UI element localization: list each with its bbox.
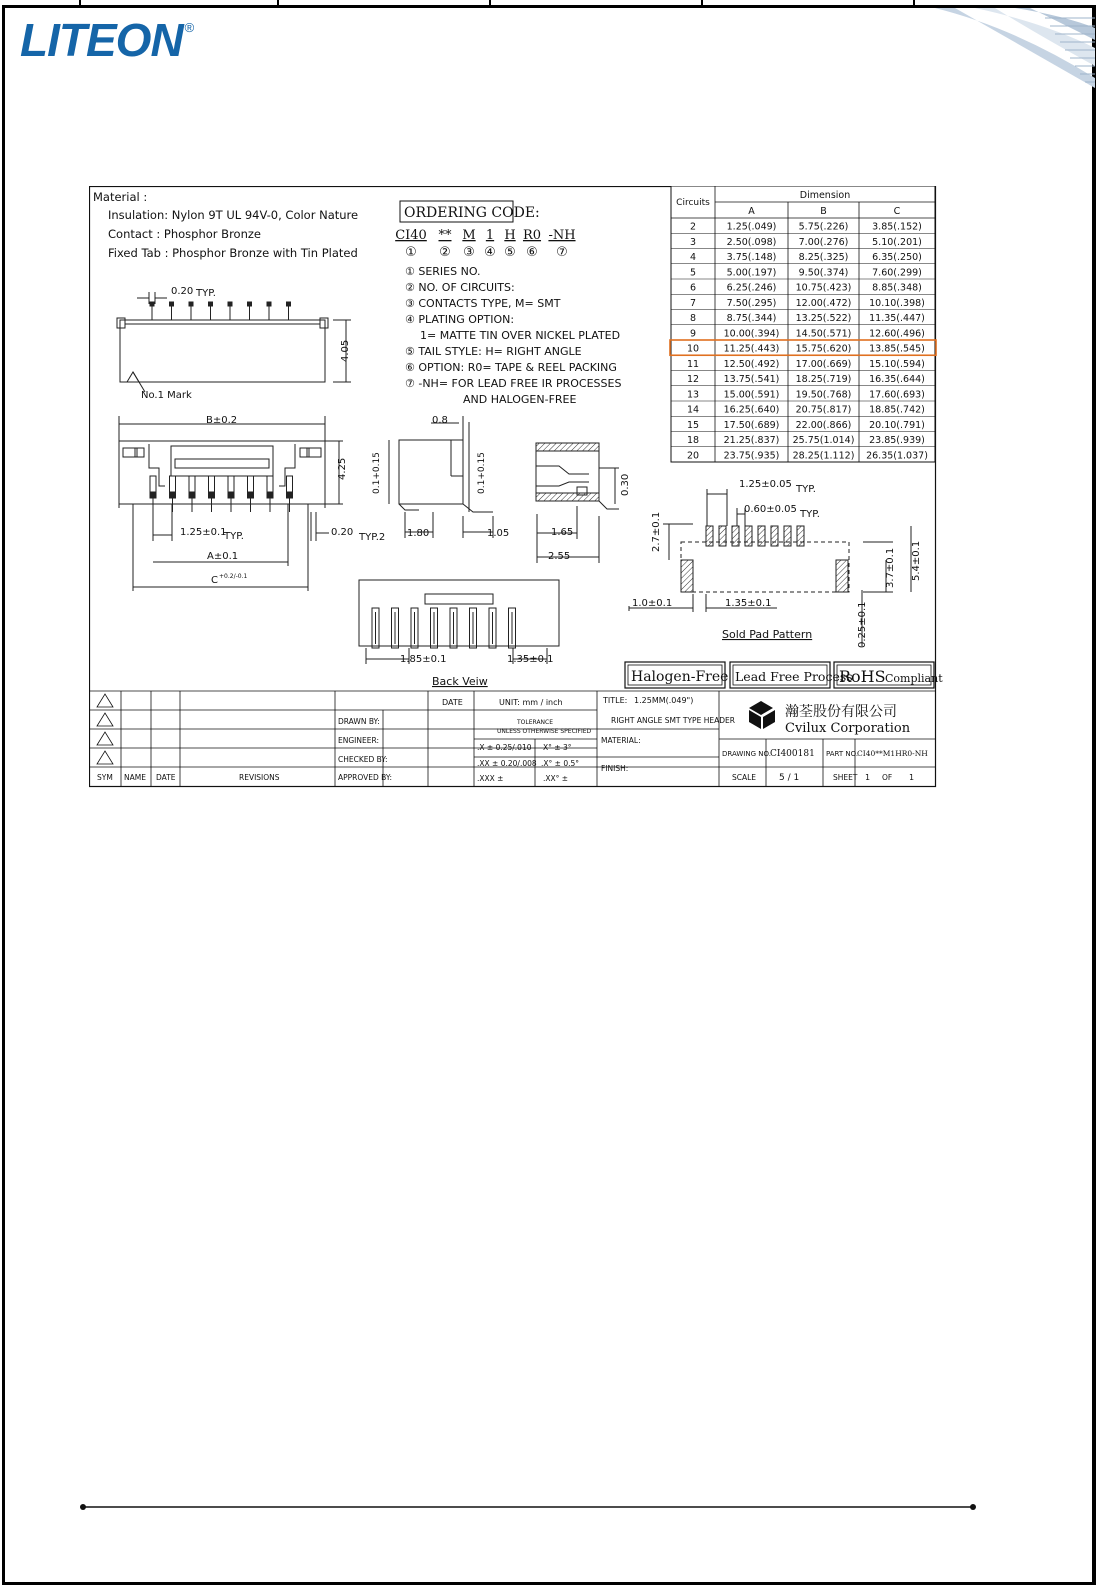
dim-b: B±0.2	[206, 415, 238, 426]
table-cell: 5.10(.201)	[872, 236, 922, 248]
logo-text: LITEON	[20, 14, 183, 66]
table-cell: 8.25(.325)	[798, 252, 849, 263]
badge-rohs: RoHS	[839, 667, 886, 686]
table-cell: 19.50(.768)	[795, 389, 852, 401]
ordering-code-4: 1	[485, 228, 495, 243]
ordering-code-1: CI40	[395, 228, 427, 243]
tb-unless: UNLESS OTHERWISE SPECIFIED	[497, 728, 592, 735]
table-cell: 15	[686, 419, 700, 431]
table-cell: 10.75(.423)	[795, 282, 852, 294]
ordering-code-7: -NH	[548, 228, 576, 243]
tb-of-label: OF	[882, 773, 893, 782]
material-heading: Material :	[93, 190, 148, 204]
tb-tol3a: .XXX ±	[477, 774, 504, 783]
dim-020: 0.20	[331, 527, 354, 538]
table-cell: 13.85(.545)	[869, 343, 925, 355]
ordering-note-9: AND HALOGEN-FREE	[463, 393, 577, 406]
height-425: 4.25	[337, 457, 348, 480]
pitch-125: 1.25±0.1	[180, 527, 227, 538]
tb-tolerance: TOLERANCE	[517, 719, 554, 726]
dim-105: 1.05	[487, 528, 510, 539]
tb-drawing-no: CI400181	[770, 749, 815, 759]
tb-of: 1	[909, 773, 915, 782]
table-cell: 17.00(.669)	[795, 358, 852, 370]
ordering-note-8: ⑦ -NH= FOR LEAD FREE IR PROCESSES	[405, 377, 622, 390]
ordering-note-2: ② NO. OF CIRCUITS:	[405, 281, 515, 294]
dimension-table	[670, 186, 936, 462]
table-cell: 12	[686, 374, 700, 385]
tb-tol1a: .X ± 0.25/.010	[477, 743, 532, 752]
table-cell: 1.25(.049)	[726, 221, 777, 233]
pitch-top: 0.20	[171, 286, 194, 297]
table-cell: 18.85(.742)	[869, 404, 925, 416]
table-cell: 6.35(.250)	[872, 252, 922, 263]
table-cell: 7.50(.295)	[726, 297, 777, 309]
tb-unit: UNIT: mm / inch	[499, 698, 563, 707]
tb-sym: SYM	[97, 773, 113, 782]
ordering-code-6: R0	[522, 228, 542, 243]
logo-registered-mark: ®	[184, 20, 195, 35]
bv-135: 1.35±0.1	[507, 654, 554, 665]
table-cell: 5	[689, 267, 697, 279]
table-cell: 2	[689, 221, 697, 233]
table-cell: 12.60(.496)	[869, 328, 925, 340]
material-line-1: Insulation: Nylon 9T UL 94V-0, Color Nature	[108, 208, 359, 222]
tb-company-en: Cvilux Corporation	[785, 721, 911, 736]
table-cell: 13.25(.522)	[795, 313, 852, 324]
table-cell: 3	[689, 236, 697, 248]
table-cell: 14.50(.571)	[795, 328, 852, 340]
table-cell: 3.75(.148)	[726, 252, 777, 263]
ordering-circle-1: ①	[405, 245, 417, 260]
tb-tol2b: .X° ± 0.5°	[541, 759, 580, 768]
pad-typ2: TYP.	[800, 509, 820, 520]
table-row	[687, 344, 925, 355]
ordering-circle-6: ⑥	[526, 245, 538, 260]
table-cell: 22.00(.866)	[795, 419, 852, 431]
table-cell: 7.00(.276)	[798, 236, 849, 248]
ordering-code-2: **	[438, 228, 452, 243]
header-swoosh	[925, 8, 1095, 88]
material-line-3: Fixed Tab : Phosphor Bronze with Tin Plated	[108, 246, 358, 260]
table-row	[687, 435, 925, 446]
tb-drawn: DRAWN BY:	[338, 717, 380, 726]
tb-scale-label: SCALE	[732, 773, 757, 782]
table-row	[687, 374, 925, 385]
table-cell: 21.25(.837)	[723, 435, 780, 446]
pad-37: 3.7±0.1	[885, 547, 896, 588]
table-cell: 15.10(.594)	[869, 358, 925, 370]
pad-125: 1.25±0.05	[739, 479, 792, 490]
table-cell: 20	[686, 450, 700, 462]
table-row	[687, 420, 925, 431]
table-cell: 4	[689, 252, 697, 263]
material-line-2: Contact : Phosphor Bronze	[108, 227, 261, 241]
engineering-drawing	[89, 186, 949, 798]
top-ticks	[0, 0, 1102, 5]
table-cell: 17.50(.689)	[723, 419, 780, 431]
tb-revisions: REVISIONS	[239, 773, 280, 782]
ordering-note-5: 1= MATTE TIN OVER NICKEL PLATED	[420, 329, 621, 342]
table-cell: 13	[686, 389, 700, 401]
dim-180: 1.80	[407, 528, 430, 539]
tb-sheet-label: SHEET	[833, 773, 858, 782]
tb-name: NAME	[124, 773, 146, 782]
ordering-code-5: H	[504, 228, 516, 243]
table-row	[687, 359, 925, 370]
table-cell: 25.75(1.014)	[792, 435, 855, 446]
tb-date: DATE	[442, 698, 463, 707]
table-cell: 9	[689, 328, 697, 340]
dim-165: 1.65	[551, 527, 574, 538]
badge-halogen: Halogen-Free	[631, 669, 729, 685]
pad-025: 0.25±0.1	[857, 601, 868, 648]
table-row	[687, 450, 928, 461]
ordering-circle-2: ②	[439, 245, 451, 260]
tb-tol3b: .XX° ±	[543, 774, 569, 783]
table-cell: 16.35(.644)	[869, 374, 925, 385]
dim-030: 0.30	[620, 473, 631, 496]
pad-title: Sold Pad Pattern	[722, 628, 813, 641]
height-405: 4.05	[340, 339, 351, 362]
table-cell: 26.35(1.037)	[866, 450, 928, 462]
table-col-C: C	[893, 206, 901, 217]
tb-company-cn: 瀚荃股份有限公司	[785, 704, 897, 720]
table-cell: 15.00(.591)	[723, 389, 780, 401]
no1-mark: No.1 Mark	[141, 390, 192, 401]
liteon-logo	[20, 14, 195, 66]
tb-sheet: 1	[865, 773, 871, 782]
tb-drawing-no-label: DRAWING NO.	[722, 750, 771, 758]
table-cell: 10.00(.394)	[723, 328, 780, 340]
tb-part-no: CI40**M1HR0-NH	[857, 749, 928, 758]
table-row	[690, 328, 925, 339]
ordering-title: ORDERING CODE:	[404, 205, 540, 221]
dim-01b: 0.1+0.15	[477, 452, 487, 494]
pad-060: 0.60±0.05	[744, 504, 797, 515]
tb-engineer: ENGINEER:	[338, 736, 379, 745]
table-col-B: B	[820, 206, 827, 217]
tb-scale: 5 / 1	[779, 773, 800, 783]
table-cell: 18	[686, 435, 700, 446]
tb-checked: CHECKED BY:	[338, 755, 388, 764]
footer-rule	[80, 1501, 988, 1513]
tb-tol2a: .XX ± 0.20/.008	[477, 759, 537, 768]
tb-title-label: TITLE:	[603, 696, 628, 705]
ordering-code-3: M	[462, 228, 476, 243]
table-cell: 10	[686, 343, 700, 355]
table-cell: 11	[686, 358, 700, 370]
table-cell: 2.50(.098)	[726, 236, 777, 248]
typ-top: TYP.	[196, 288, 216, 299]
tb-tol1b: X° ± 3°	[543, 743, 572, 752]
badge-compliant: Compliant	[885, 672, 943, 685]
table-cell: 23.75(.935)	[723, 450, 780, 462]
table-cell: 8.75(.344)	[726, 313, 777, 324]
table-cell: 5.75(.226)	[798, 221, 849, 233]
table-cell: 20.75(.817)	[795, 404, 852, 416]
table-cell: 6.25(.246)	[726, 282, 777, 294]
table-header-dimension: Dimension	[799, 190, 851, 201]
table-cell: 18.25(.719)	[795, 374, 852, 385]
table-cell: 9.50(.374)	[798, 267, 849, 279]
table-cell: 17.60(.693)	[869, 389, 925, 401]
table-cell: 16.25(.640)	[723, 404, 780, 416]
tb-rdate: DATE	[156, 773, 176, 782]
typ-front: TYP.	[224, 531, 244, 542]
bv-185: 1.85±0.1	[400, 654, 447, 665]
table-col-A: A	[748, 206, 755, 217]
table-cell: 14	[686, 404, 700, 416]
table-cell: 28.25(1.112)	[792, 450, 855, 462]
pad-10: 1.0±0.1	[632, 598, 673, 609]
table-header-circuits: Circuits	[676, 198, 710, 208]
ordering-note-3: ③ CONTACTS TYPE, M= SMT	[405, 297, 561, 310]
dim-08: 0.8	[432, 415, 448, 426]
dim-c-tol: +0.2/-0.1	[219, 573, 248, 580]
dim-01a: 0.1+0.15	[372, 452, 382, 494]
back-view-label: Back Veiw	[432, 675, 488, 688]
table-cell: 11.35(.447)	[869, 313, 925, 324]
table-cell: 6	[689, 282, 697, 294]
tb-finish: FINISH:	[601, 764, 629, 773]
table-cell: 8	[689, 313, 697, 324]
tb-title-value: 1.25MM(.049")	[634, 696, 694, 705]
dim-255: 2.55	[548, 551, 571, 562]
pad-54: 5.4±0.1	[911, 540, 922, 581]
tb-material: MATERIAL:	[601, 736, 641, 745]
tb-title-desc: RIGHT ANGLE SMT TYPE HEADER	[611, 716, 735, 725]
ordering-circle-3: ③	[463, 245, 475, 260]
tb-approved: APPROVED BY:	[338, 773, 393, 782]
ordering-circle-4: ④	[484, 245, 496, 260]
table-cell: 20.10(.791)	[869, 419, 925, 431]
ordering-circle-5: ⑤	[504, 245, 516, 260]
pad-typ1: TYP.	[796, 484, 816, 495]
table-cell: 8.85(.348)	[872, 282, 922, 294]
table-cell: 12.50(.492)	[723, 358, 780, 370]
ordering-note-6: ⑤ TAIL STYLE: H= RIGHT ANGLE	[405, 345, 582, 358]
typ2: TYP.2	[359, 532, 386, 543]
table-cell: 5.00(.197)	[726, 267, 777, 279]
table-cell: 23.85(.939)	[869, 435, 925, 446]
table-cell: 3.85(.152)	[872, 221, 922, 233]
dim-a: A±0.1	[207, 551, 239, 562]
pad-135: 1.35±0.1	[725, 598, 772, 609]
ordering-note-1: ① SERIES NO.	[405, 265, 481, 278]
table-cell: 10.10(.398)	[869, 297, 925, 309]
table-cell: 12.00(.472)	[795, 297, 852, 309]
table-cell: 11.25(.443)	[723, 343, 780, 355]
table-row	[687, 389, 925, 400]
pad-27: 2.7±0.1	[651, 511, 662, 552]
dim-c: C	[211, 575, 218, 586]
ordering-note-7: ⑥ OPTION: R0= TAPE & REEL PACKING	[405, 361, 617, 374]
table-cell: 7.60(.299)	[872, 267, 922, 279]
table-cell: 15.75(.620)	[795, 343, 852, 355]
table-row	[687, 405, 925, 416]
ordering-note-4: ④ PLATING OPTION:	[405, 313, 515, 326]
table-cell: 7	[689, 297, 697, 309]
badge-leadfree: Lead Free Process	[735, 669, 853, 684]
tb-part-no-label: PART NO.	[826, 750, 859, 758]
ordering-circle-7: ⑦	[556, 245, 568, 260]
table-cell: 13.75(.541)	[723, 374, 780, 385]
